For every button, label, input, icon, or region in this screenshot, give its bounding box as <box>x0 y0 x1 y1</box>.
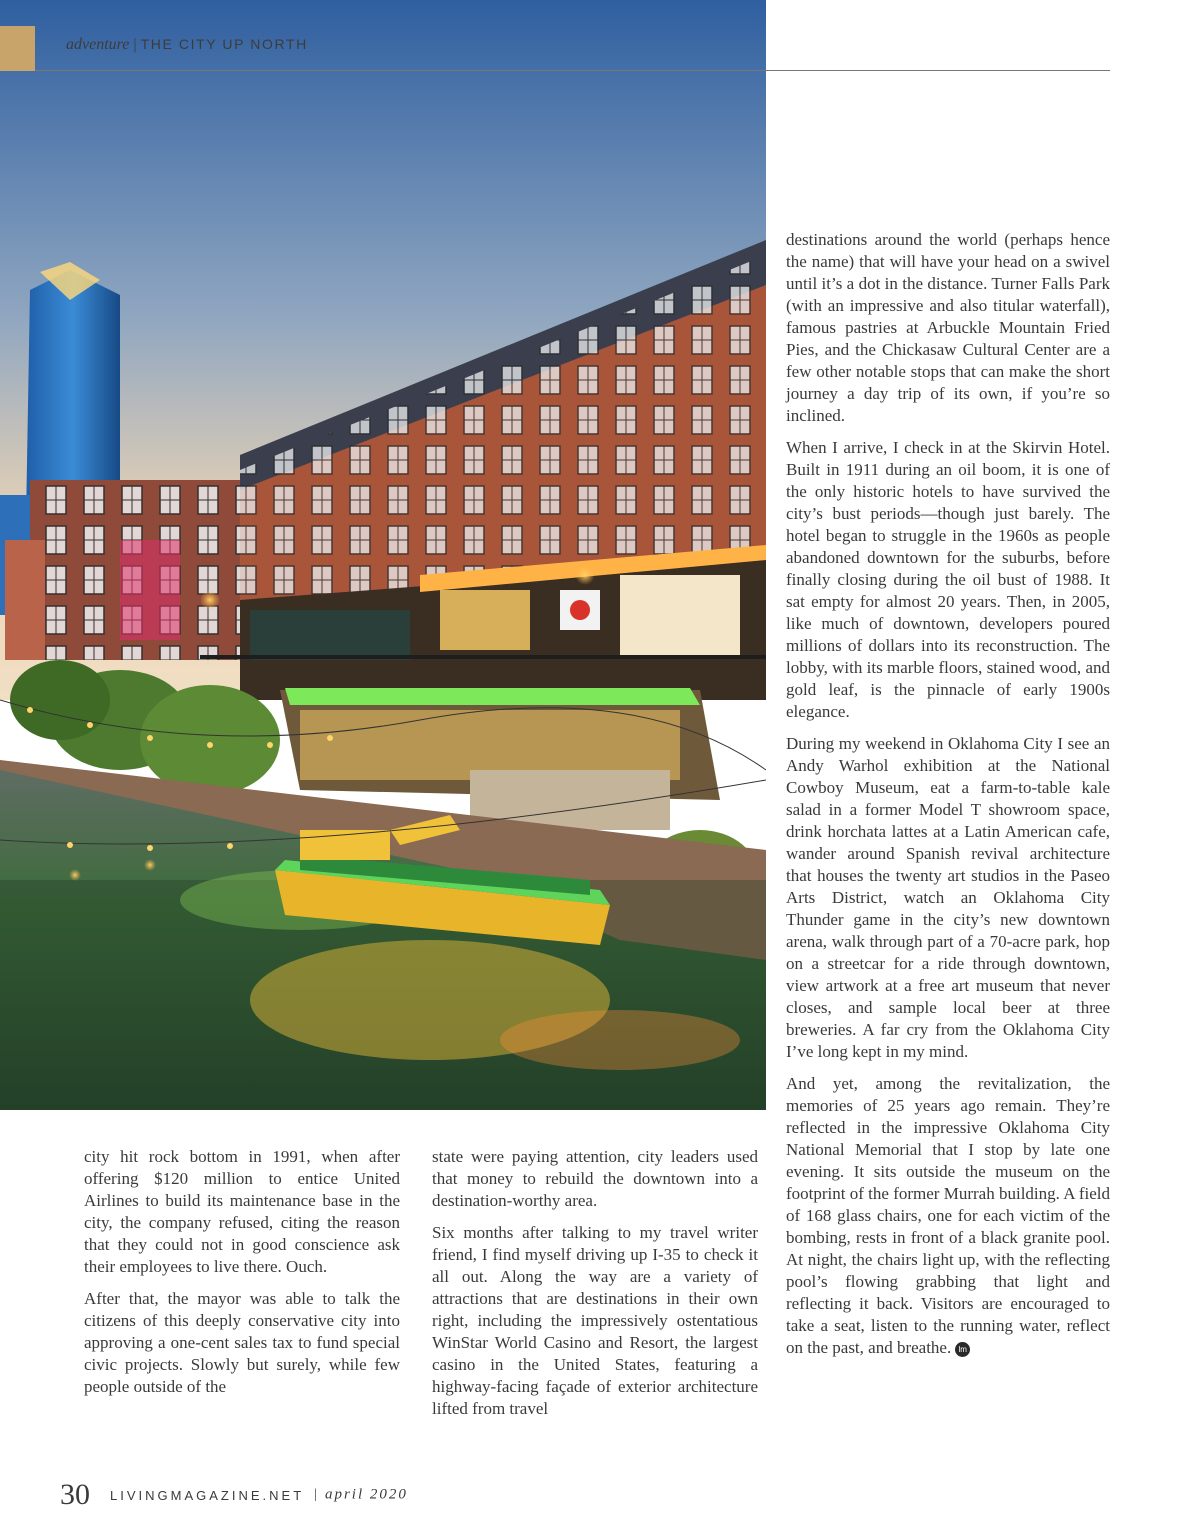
article-paragraph: Six months after talking to my travel writer friend, I find myself driving up I-35 to check it all out. Along the way are a variety of attractions that are destinations in their own right, including the impressively ostentatious WinStar World Casino and Resort, the largest casino in the United States, featuring a highway-facing façade of exterior architecture lifted from travel <box>432 1223 758 1418</box>
section-header <box>66 36 308 54</box>
section-tab-accent <box>0 26 35 71</box>
article-paragraph-final <box>786 1073 1110 1359</box>
story-title: THE CITY UP NORTH <box>140 36 308 52</box>
article-paragraph: When I arrive, I check in at the Skirvin Hotel. Built in 1911 during an oil boom, it is one of the only historic hotels to have survived the city’s bust periods—though just barely. The hotel began to struggle in the 1960s as people abandoned downtown for the suburbs, before finally closing during the oil bust of 1988. It sat empty for almost 20 years. Then, in 2005, like much of downtown, developers poured millions of dollars into its reconstruction. The lobby, with its marble floors, stained wood, and gold leaf, is the pinnacle of early 1900s elegance. <box>786 438 1110 721</box>
header-rule <box>35 70 1110 71</box>
canal-photo <box>0 0 766 1110</box>
article-column-left <box>84 1146 400 1408</box>
article-paragraph: During my weekend in Oklahoma City I see an Andy Warhol exhibition at the National Cowboy Museum, eat a farm-to-table kale salad in a former Model T showroom space, drink horchata lattes at a Latin American cafe, wander around Spanish revival architecture that houses the twenty art studios in the Paseo Arts District, watch an Oklahoma City Thunder game in the city’s new downtown arena, walk through part of a 70-acre park, hop on a streetcar for a ride through downtown, view artwork at a free art museum that never closes, and sample local beer at three breweries. A far cry from the Oklahoma City I’ve long kept in my mind. <box>786 734 1110 1061</box>
end-mark-icon: lm <box>955 1342 970 1357</box>
footer-separator: | <box>314 1487 317 1502</box>
article-column-middle <box>432 1146 758 1430</box>
article-paragraph: state were paying attention, city leaders used that money to rebuild the downtown into a destination-worthy area. <box>432 1147 758 1210</box>
issue-date: april 2020 <box>324 1486 408 1503</box>
canal-scene-illustration <box>0 0 766 1110</box>
page-number: 30 <box>60 1478 90 1511</box>
section-kicker: adventure <box>66 36 130 53</box>
page-footer <box>60 1478 408 1512</box>
article-column-right <box>786 229 1110 1369</box>
article-paragraph: After that, the mayor was able to talk the citizens of this deeply conservative city into approving a one-cent sales tax to fund special civic projects. Slowly but surely, while few people outside of the <box>84 1289 400 1396</box>
header-separator: | <box>133 36 137 53</box>
article-paragraph: city hit rock bottom in 1991, when after offering $120 million to entice United Airlines to build its maintenance base in the city, the company refused, citing the reason that they could not in good conscience ask their employees to live there. Ouch. <box>84 1147 400 1276</box>
article-paragraph: destinations around the world (perhaps hence the name) that will have your head on a swivel until it’s a dot in the distance. Turner Falls Park (with an impressive and also titular waterfall), famous pastries at Arbuckle Mountain Fried Pies, and the Chickasaw Cultural Center are a few other notable stops that can make the short journey a day trip of its own, if you’re so inclined. <box>786 230 1110 425</box>
article-paragraph-text: And yet, among the revitalization, the memories of 25 years ago remain. They’re reflected in the impressive Oklahoma City National Memorial that I stop by late one evening. It sits outside the museum on the footprint of the former Murrah building. A field of 168 glass chairs, one for each victim of the bombing, rests in front of a black granite pool. At night, the chairs light up, with the reflecting pool’s flowing grabbing that light and reflecting it back. Visitors are encouraged to take a seat, listen to the running water, reflect on the past, and breathe. <box>786 1074 1110 1357</box>
magazine-site: LIVINGMAGAZINE.NET <box>110 1487 305 1503</box>
